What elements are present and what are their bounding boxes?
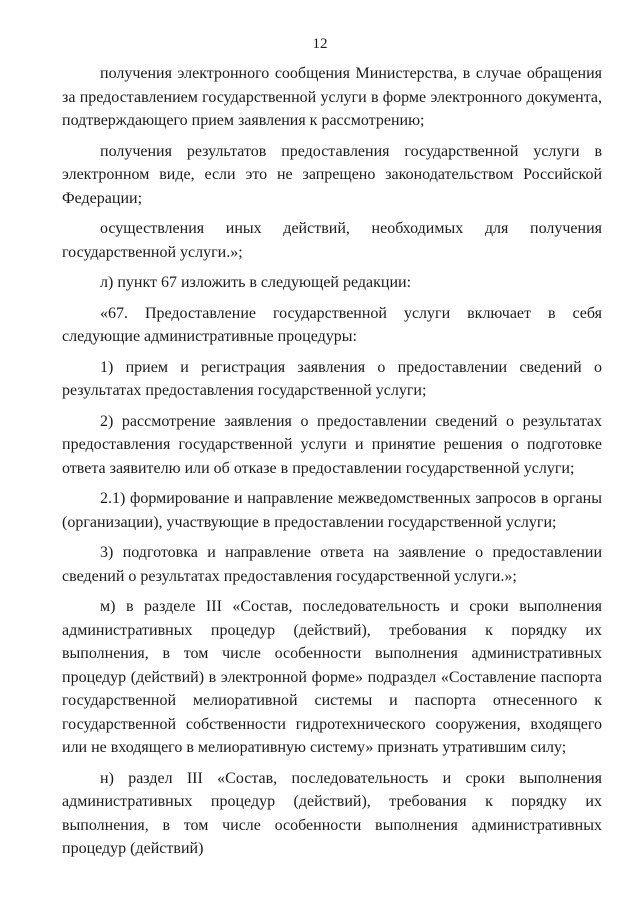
paragraph-clause-67: «67. Предоставление государственной услуги включает в себя следующие административные процедуры: [62,304,602,345]
paragraph-procedure-3: 3) подготовка и направление ответа на заявление о предоставлении сведений о результатах предоставления государственной услуги.»; [62,544,602,585]
paragraph-item-m: м) в разделе III «Состав, последовательность и сроки выполнения административных процедур (действий), требования к порядку их выполнения, в том числе особенности выполнения административных процедур (действий) в электронной форме» подраздел «Составление паспорта государственной мелиоративной системы и паспорта отнесенного к государственной собственности гидротехнического сооружения, входящего или не входящего в мелиоративную систему» признать утратившим силу; [62,598,602,756]
document-body [62,62,602,868]
paragraph-item-l: л) пункт 67 изложить в следующей редакции: [100,274,412,291]
paragraph-receipt-notice: получения электронного сообщения Министерства, в случае обращения за предоставлением государственной услуги в форме электронного документа, подтверждающего прием заявления к рассмотрению; [62,65,602,129]
page-number: 12 [312,36,328,52]
paragraph-item-n: н) раздел III «Состав, последовательность и сроки выполнения административных процедур (действий), требования к порядку их выполнения, в том числе особенности выполнения административных процедур (действий) [62,769,602,857]
paragraph-procedure-2-1: 2.1) формирование и направление межведомственных запросов в органы (организации), участвующие в предоставлении государственной услуги; [62,490,602,531]
paragraph-other-actions: осуществления иных действий, необходимых для получения государственной услуги.»; [62,220,602,261]
paragraph-procedure-2: 2) рассмотрение заявления о предоставлении сведений о результатах предоставления государственной услуги и принятие решения о подготовке ответа заявителю или об отказе в предоставлении государственной услуги; [62,412,602,477]
paragraph-procedure-1: 1) прием и регистрация заявления о предоставлении сведений о результатах предоставления государственной услуги; [62,358,602,399]
paragraph-electronic-results: получения результатов предоставления государственной услуги в электронном виде, если это не запрещено законодательством Российской Федерации; [62,142,602,207]
